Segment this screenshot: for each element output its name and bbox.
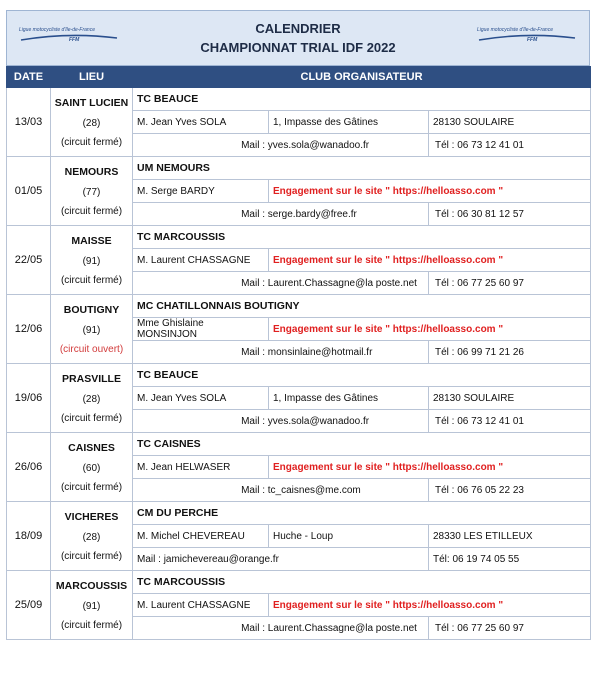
mail-cell (133, 479, 429, 502)
mail-label: Mail : (241, 415, 265, 427)
logo-swoosh-icon (477, 34, 577, 42)
table-row (7, 226, 591, 249)
registration-link[interactable]: Engagement sur le site " https://helloasso.com " (269, 456, 591, 479)
event-location (51, 364, 133, 433)
phone-number: Tél : 06 30 81 12 57 (429, 203, 591, 226)
logo-text: Ligue motocycliste d'Ile-de-France (19, 27, 95, 33)
club-name: UM NEMOURS (133, 157, 591, 180)
svg-text:FFM: FFM (527, 37, 538, 42)
table-row (7, 295, 591, 318)
col-header-lieu: LIEU (51, 67, 133, 88)
mail-cell (133, 203, 429, 226)
phone-number: Tél : 06 73 12 41 01 (429, 410, 591, 433)
club-name: TC BEAUCE (133, 88, 591, 111)
event-location (51, 226, 133, 295)
calendar-table (6, 66, 591, 640)
location-dept: (60) (82, 463, 101, 474)
mail-address[interactable]: yves.sola@wanadoo.fr (267, 139, 370, 151)
contact-name: M. Serge BARDY (133, 180, 269, 203)
league-logo-right (477, 27, 577, 47)
mail-label: Mail : (241, 208, 265, 220)
location-dept: (28) (82, 532, 101, 543)
mail-cell (133, 410, 429, 433)
mail-address[interactable]: tc_caisnes@me.com (267, 484, 361, 496)
table-row (7, 364, 591, 387)
mail-address[interactable]: serge.bardy@free.fr (267, 208, 357, 220)
circuit-type: (circuit fermé) (60, 275, 123, 286)
event-location (51, 571, 133, 640)
contact-name: M. Jean Yves SOLA (133, 387, 269, 410)
mail-cell (133, 341, 429, 364)
event-date: 25/09 (7, 571, 51, 640)
event-date: 22/05 (7, 226, 51, 295)
contact-name: M. Jean HELWASER (133, 456, 269, 479)
phone-number: Tél : 06 77 25 60 97 (429, 272, 591, 295)
event-location (51, 157, 133, 226)
circuit-type: (circuit fermé) (60, 206, 123, 217)
club-name: CM DU PERCHE (133, 502, 591, 525)
circuit-type: (circuit fermé) (60, 137, 123, 148)
event-location (51, 295, 133, 364)
mail-address[interactable]: Laurent.Chassagne@la poste.net (267, 277, 417, 289)
page-subtitle: CHAMPIONNAT TRIAL IDF 2022 (200, 40, 396, 55)
contact-address: Huche - Loup (269, 525, 429, 548)
mail-address[interactable]: yves.sola@wanadoo.fr (267, 415, 370, 427)
page-title: CALENDRIER (255, 21, 341, 36)
circuit-type: (circuit fermé) (60, 413, 123, 424)
mail-cell (133, 134, 429, 157)
location-dept: (91) (82, 256, 101, 267)
mail-cell (133, 617, 429, 640)
svg-text:FFM: FFM (69, 37, 80, 42)
calendar-page (6, 10, 590, 640)
phone-number: Tél : 06 99 71 21 26 (429, 341, 591, 364)
club-name: TC MARCOUSSIS (133, 571, 591, 594)
event-location (51, 88, 133, 157)
club-name: TC MARCOUSSIS (133, 226, 591, 249)
event-date: 12/06 (7, 295, 51, 364)
contact-city: 28330 LES ETILLEUX (429, 525, 591, 548)
location-dept: (28) (82, 394, 101, 405)
table-row (7, 88, 591, 111)
mail-cell (133, 548, 429, 571)
location-dept: (91) (82, 601, 101, 612)
col-header-date: DATE (7, 67, 51, 88)
club-name: MC CHATILLONNAIS BOUTIGNY (133, 295, 591, 318)
circuit-type: (circuit fermé) (60, 482, 123, 493)
event-date: 13/03 (7, 88, 51, 157)
mail-label: Mail : (241, 622, 265, 634)
location-name: MAISSE (71, 235, 112, 247)
location-dept: (77) (82, 187, 101, 198)
mail-cell (133, 272, 429, 295)
contact-city: 28130 SOULAIRE (429, 387, 591, 410)
mail-label: Mail : (137, 553, 161, 565)
location-name: CAISNES (68, 442, 115, 454)
table-body (7, 88, 591, 640)
contact-name: M. Laurent CHASSAGNE (133, 249, 269, 272)
mail-address[interactable]: Laurent.Chassagne@la poste.net (267, 622, 417, 634)
mail-address[interactable]: jamichevereau@orange.fr (163, 553, 279, 565)
mail-label: Mail : (241, 484, 265, 496)
mail-label: Mail : (241, 139, 265, 151)
phone-number: Tél : 06 76 05 22 23 (429, 479, 591, 502)
phone-number: Tél : 06 77 25 60 97 (429, 617, 591, 640)
event-date: 18/09 (7, 502, 51, 571)
event-date: 26/06 (7, 433, 51, 502)
event-location (51, 502, 133, 571)
location-dept: (28) (82, 118, 101, 129)
location-dept: (91) (82, 325, 101, 336)
contact-name: Mme Ghislaine MONSINJON (133, 318, 269, 341)
location-name: NEMOURS (64, 166, 119, 178)
contact-address: 1, Impasse des Gâtines (269, 387, 429, 410)
phone-number: Tél: 06 19 74 05 55 (429, 548, 591, 571)
registration-link[interactable]: Engagement sur le site " https://helloasso.com " (269, 594, 591, 617)
mail-label: Mail : (241, 277, 265, 289)
table-row (7, 571, 591, 594)
location-name: SAINT LUCIEN (54, 97, 129, 109)
contact-name: M. Michel CHEVEREAU (133, 525, 269, 548)
header-banner (6, 10, 590, 66)
table-row (7, 502, 591, 525)
col-header-club: CLUB ORGANISATEUR (133, 67, 591, 88)
location-name: VICHERES (64, 511, 119, 523)
registration-link[interactable]: Engagement sur le site " https://helloasso.com " (269, 249, 591, 272)
mail-address[interactable]: monsinlaine@hotmail.fr (267, 346, 373, 358)
event-date: 01/05 (7, 157, 51, 226)
logo-text: Ligue motocycliste d'Ile-de-France (477, 27, 553, 33)
contact-city: 28130 SOULAIRE (429, 111, 591, 134)
registration-link[interactable]: Engagement sur le site " https://helloasso.com " (269, 180, 591, 203)
circuit-type: (circuit ouvert) (59, 344, 124, 355)
club-name: TC CAISNES (133, 433, 591, 456)
phone-number: Tél : 06 73 12 41 01 (429, 134, 591, 157)
table-row (7, 433, 591, 456)
location-name: PRASVILLE (62, 373, 121, 385)
contact-name: M. Jean Yves SOLA (133, 111, 269, 134)
table-header-row (7, 67, 591, 88)
table-row (7, 157, 591, 180)
circuit-type: (circuit fermé) (60, 620, 123, 631)
contact-name: M. Laurent CHASSAGNE (133, 594, 269, 617)
event-date: 19/06 (7, 364, 51, 433)
contact-address: 1, Impasse des Gâtines (269, 111, 429, 134)
registration-link[interactable]: Engagement sur le site " https://helloasso.com " (269, 318, 591, 341)
club-name: TC BEAUCE (133, 364, 591, 387)
event-location (51, 433, 133, 502)
circuit-type: (circuit fermé) (60, 551, 123, 562)
location-name: MARCOUSSIS (55, 580, 128, 592)
mail-label: Mail : (241, 346, 265, 358)
location-name: BOUTIGNY (63, 304, 120, 316)
